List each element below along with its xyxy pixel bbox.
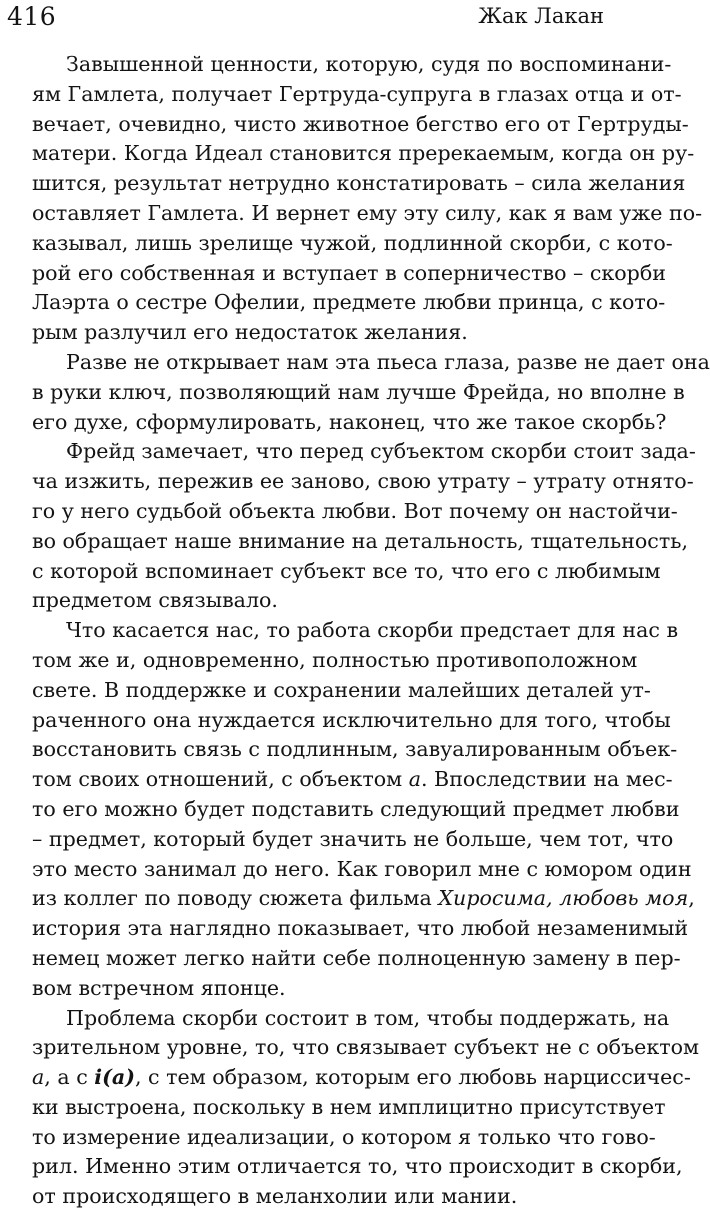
text-line [32, 229, 673, 259]
text-line [32, 318, 620, 348]
text-segment: том же и, одновременно, полностью противоположном [32, 647, 638, 672]
italic-span: а [408, 767, 421, 792]
text-segment: казывал, лишь зрелище чужой, подлинной скорби, с кото- [32, 230, 673, 255]
text-line [32, 378, 685, 408]
text-segment: го у него судьбой объекта любви. Вот почему он настойчи- [32, 498, 678, 523]
text-segment: матери. Когда Идеал становится пререкаемым, когда он ру- [32, 141, 695, 166]
text-line [32, 1063, 691, 1093]
text-segment: , а с [44, 1065, 95, 1090]
text-segment: вом встречном японце. [32, 975, 286, 1000]
text-line [32, 974, 620, 1004]
text-line [32, 497, 678, 527]
text-segment: Проблема скорби состоит в том, чтобы поддержать, на [66, 1005, 670, 1030]
italic-span: а [32, 1065, 45, 1090]
text-line [32, 676, 651, 706]
text-segment: вечает, очевидно, чисто животное бегство его от Гертруды- [32, 111, 689, 136]
running-title: Жак Лакан [478, 4, 604, 28]
text-line [32, 259, 666, 289]
text-segment: рым разлучил его недостаток желания. [32, 320, 468, 345]
running-head [0, 0, 620, 44]
text-segment: Завышенной ценности, которую, судя по воспоминани- [66, 52, 672, 76]
text-segment: оставляет Гамлета. И вернет ему эту силу, как я вам уже по- [32, 200, 703, 225]
text-segment: история эта наглядно показывает, что любой незаменимый [32, 916, 689, 941]
text-segment: от происходящего в меланхолии или мании. [32, 1184, 518, 1209]
text-segment: Что касается нас, то работа скорби предстает для нас в [66, 618, 679, 643]
text-segment: шится, результат нетрудно констатировать – сила желания [32, 171, 686, 196]
text-line [32, 50, 672, 80]
text-line [32, 348, 710, 378]
text-segment: это место занимал до него. Как говорил мне с юмором один [32, 856, 692, 881]
text-line [32, 795, 680, 825]
text-segment: с которой вспоминает субъект все то, что его с любимым [32, 558, 661, 583]
text-line [32, 1182, 620, 1212]
text-segment: во обращает наше внимание на детальность, тщательность, [32, 528, 688, 553]
text-segment: свете. В поддержке и сохранении малейших деталей ут- [32, 677, 651, 702]
text-line [32, 288, 666, 318]
text-line [32, 616, 679, 646]
text-segment: Лаэрта о сестре Офелии, предмете любви принца, с кото- [32, 290, 666, 315]
text-line [32, 557, 661, 587]
text-line [32, 1123, 656, 1153]
text-line [32, 467, 694, 497]
text-segment: том своих отношений, с объектом [32, 767, 409, 792]
text-line [32, 825, 674, 855]
text-segment: из коллег по поводу сюжета фильма [32, 886, 439, 911]
text-segment: . Впоследствии на мес- [420, 767, 673, 792]
text-segment: ча изжить, пережив ее заново, свою утрату – утрату отнято- [32, 469, 694, 494]
text-line [32, 855, 692, 885]
italic-span: Хиросима, любовь моя [438, 886, 689, 911]
text-segment: то измерение идеализации, о котором я только что гово- [32, 1124, 656, 1149]
text-line [32, 110, 689, 140]
text-segment: рил. Именно этим отличается то, что происходит в скорби, [32, 1154, 683, 1179]
bold-italic-span: i(a) [94, 1065, 135, 1090]
text-segment: его духе, сформулировать, наконец, что же такое скорбь? [32, 409, 667, 434]
text-line [32, 1033, 700, 1063]
text-line [32, 765, 673, 795]
text-line [32, 1152, 683, 1182]
text-line [32, 735, 678, 765]
text-line [32, 1004, 670, 1034]
text-segment: раченного она нуждается исключительно для того, чтобы [32, 707, 671, 732]
text-segment: предметом связывало. [32, 588, 278, 613]
text-line [32, 1093, 666, 1123]
text-line [32, 408, 667, 438]
text-segment: ям Гамлета, получает Гертруда-супруга в глазах отца и от- [32, 81, 682, 106]
text-line [32, 646, 638, 676]
text-line [32, 169, 686, 199]
text-segment: Фрейд замечает, что перед субъектом скорби стоит зада- [66, 439, 696, 464]
text-segment: Разве не открывает нам эта пьеса глаза, разве не дает она [66, 349, 710, 374]
text-segment: , с тем образом, которым его любовь нарциссичес- [134, 1065, 691, 1090]
text-segment: рой его собственная и вступает в соперничество – скорби [32, 260, 666, 285]
text-line [32, 199, 703, 229]
body-text [32, 50, 710, 1212]
text-line [32, 80, 682, 110]
text-segment: зрительном уровне, то, что связывает субъект не с объектом [32, 1035, 700, 1060]
text-line [32, 884, 695, 914]
text-line [32, 944, 681, 974]
text-line [32, 139, 695, 169]
text-line [32, 437, 696, 467]
text-line [32, 586, 620, 616]
text-line [32, 914, 689, 944]
text-line [32, 706, 671, 736]
text-segment: , [688, 886, 695, 911]
text-segment: в руки ключ, позволяющий нам лучше Фрейда, но вполне в [32, 379, 685, 404]
page-number: 416 [7, 2, 57, 31]
text-line [32, 527, 688, 557]
text-segment: то его можно будет подставить следующий предмет любви [32, 796, 680, 821]
text-segment: немец может легко найти себе полноценную замену в пер- [32, 945, 681, 970]
text-segment: – предмет, который будет значить не больше, чем тот, что [32, 826, 674, 851]
text-segment: ки выстроена, поскольку в нем имплицитно присутствует [32, 1094, 666, 1119]
text-segment: восстановить связь с подлинным, завуалированным объек- [32, 737, 678, 762]
